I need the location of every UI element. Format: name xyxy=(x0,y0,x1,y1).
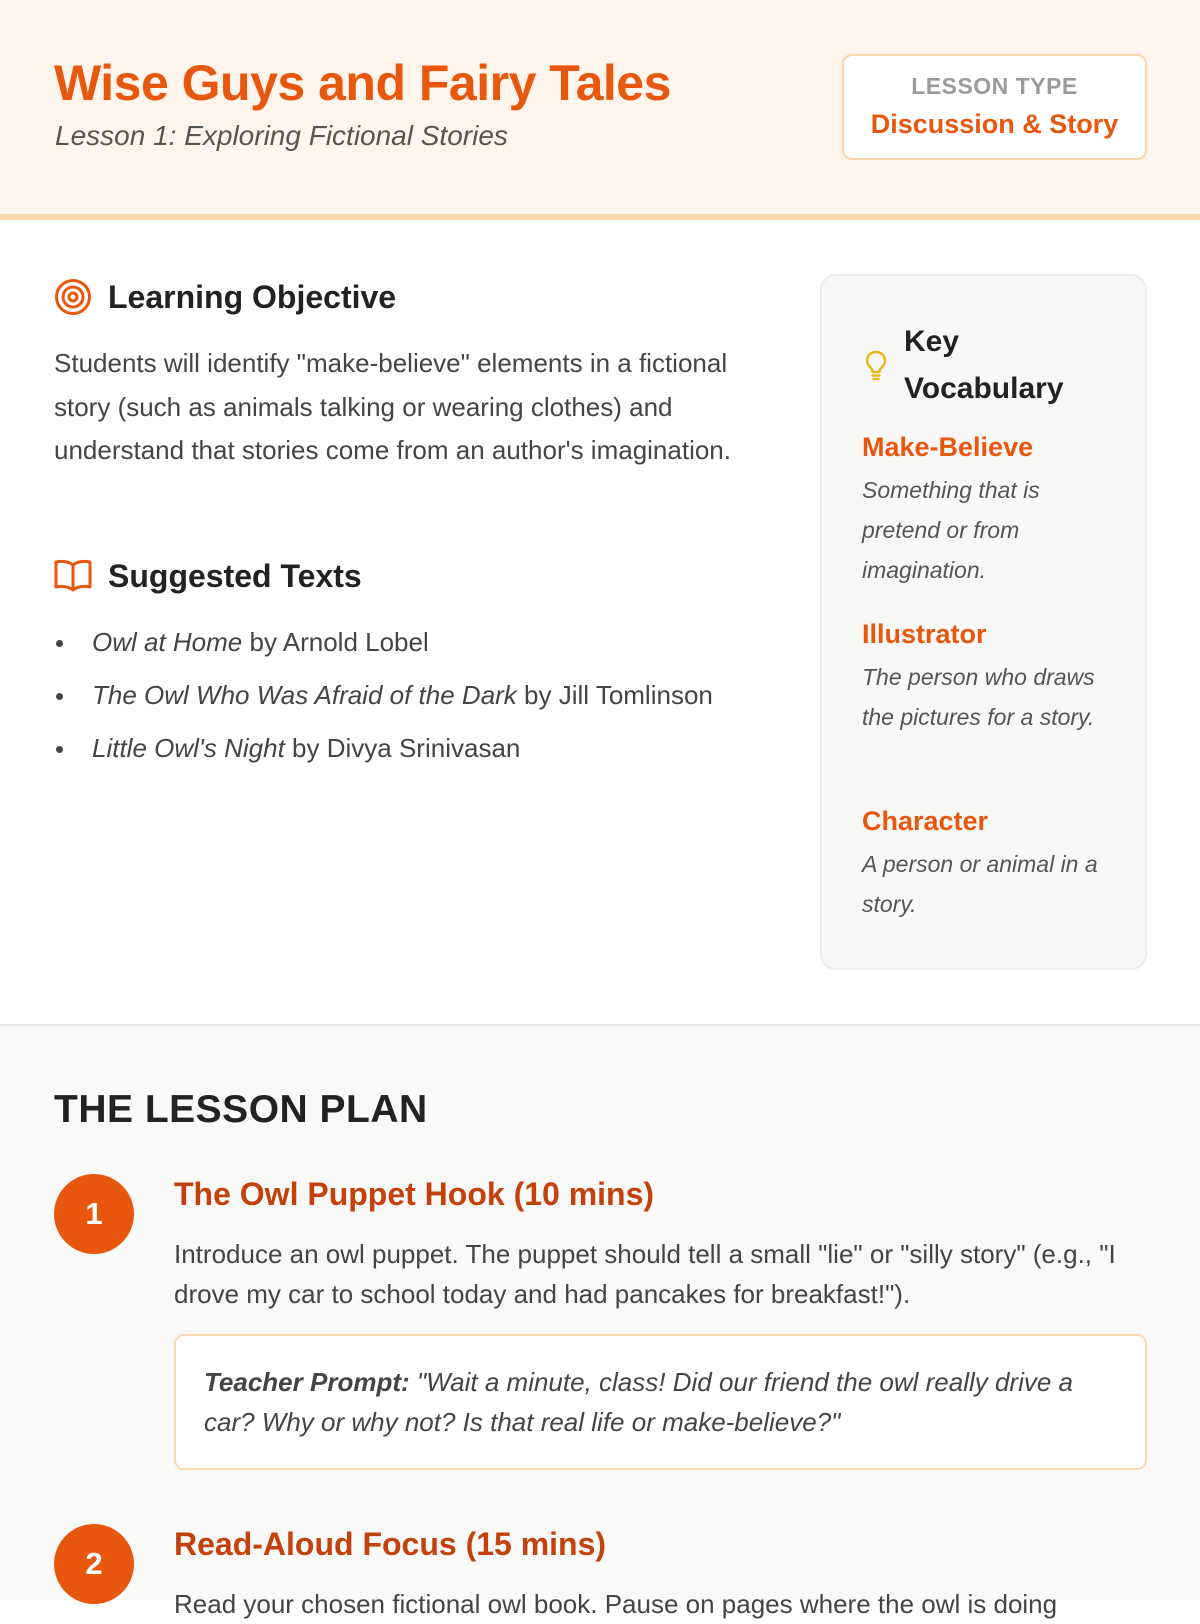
lesson-type-value: Discussion & Story xyxy=(870,109,1119,139)
book-author: by Divya Srinivasan xyxy=(292,733,521,763)
lesson-plan-heading: THE LESSON PLAN xyxy=(54,1088,428,1131)
teacher-prompt-box xyxy=(174,1334,1147,1470)
step-number-badge: 1 xyxy=(54,1174,134,1254)
step-title: Read-Aloud Focus (15 mins) xyxy=(174,1526,607,1562)
lightbulb-icon xyxy=(862,348,890,382)
page-subtitle: Lesson 1: Exploring Fictional Stories xyxy=(55,120,508,151)
book-title: Little Owl's Night xyxy=(92,733,285,763)
vocab-definition: The person who draws the pictures for a story. xyxy=(862,664,1095,730)
objective-heading xyxy=(54,278,396,316)
list-item xyxy=(54,675,734,715)
page-title: Wise Guys and Fairy Tales xyxy=(54,55,671,111)
vocabulary-heading xyxy=(862,318,1094,412)
lesson-header xyxy=(0,0,1200,220)
lesson-plan-section xyxy=(0,1024,1200,1619)
target-icon xyxy=(54,278,92,316)
vocab-term: Character xyxy=(862,806,989,836)
lesson-type-badge xyxy=(842,54,1147,160)
vocab-definition: A person or animal in a story. xyxy=(862,851,1098,917)
lesson-type-label: LESSON TYPE xyxy=(911,73,1078,99)
vocabulary-heading-label: Key Vocabulary xyxy=(904,325,1064,405)
suggested-texts-heading-label: Suggested Texts xyxy=(108,557,362,594)
step-description: Read your chosen fictional owl book. Pause on pages where the owl is doing xyxy=(174,1589,1058,1619)
list-item xyxy=(54,728,734,768)
suggested-texts-heading xyxy=(54,557,362,595)
vocabulary-card xyxy=(820,274,1147,970)
open-book-icon xyxy=(54,557,92,595)
vocab-term: Illustrator xyxy=(862,619,987,649)
step-description: Introduce an owl puppet. The puppet should tell a small "lie" or "silly story" (e.g., "I drove my car to school today and had pancakes for breakfast!"). xyxy=(174,1239,1116,1309)
vocab-term: Make-Believe xyxy=(862,432,1034,462)
objective-text: Students will identify "make-believe" elements in a fictional story (such as animals talking or wearing clothes) and understand that stories come from an author's imagination. xyxy=(54,348,731,465)
book-author: by Jill Tomlinson xyxy=(524,680,713,710)
book-title: The Owl Who Was Afraid of the Dark xyxy=(92,680,517,710)
step-number-badge: 2 xyxy=(54,1524,134,1604)
step-title: The Owl Puppet Hook (10 mins) xyxy=(174,1176,655,1212)
teacher-prompt-label: Teacher Prompt: xyxy=(204,1367,410,1397)
suggested-texts-list xyxy=(54,622,734,781)
vocab-definition: Something that is pretend or from imagination. xyxy=(862,477,1040,583)
teacher-prompt-text: "Wait a minute, class! Did our friend the owl really drive a car? Why or why not? Is that real life or make-believe?" xyxy=(204,1367,1074,1437)
book-title: Owl at Home xyxy=(92,627,243,657)
objective-heading-label: Learning Objective xyxy=(108,278,397,315)
list-item xyxy=(54,622,734,662)
book-author: by Arnold Lobel xyxy=(249,627,429,657)
